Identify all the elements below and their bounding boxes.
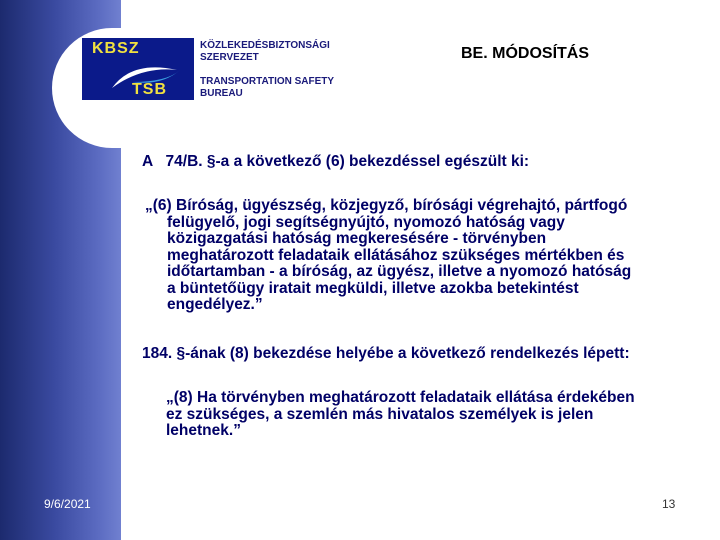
- logo-kbsz: KBSZ: [92, 40, 140, 57]
- org-line: BUREAU: [200, 88, 243, 99]
- paragraph-1: A 74/B. §-a a következő (6) bekezdéssel egészült ki:: [142, 153, 530, 170]
- org-line: KÖZLEKEDÉSBIZTONSÁGI: [200, 40, 330, 51]
- quote-line: a büntetőügy iratait megküldi, illetve azokba betekintést: [167, 279, 579, 297]
- quote-line: „(8) Ha törvényben meghatározott feladataik ellátása érdekében: [166, 389, 635, 406]
- quote-2: [166, 390, 635, 440]
- logo-tsb: TSB: [132, 81, 167, 98]
- footer-date: 9/6/2021: [44, 497, 91, 511]
- quote-line: „(6) Bíróság, ügyészség, közjegyző, bírósági végrehajtó, pártfogó: [145, 197, 628, 214]
- kbsz-tsb-logo: [82, 38, 194, 100]
- quote-line: időtartamban - a bíróság, az ügyész, illetve a nyomozó hatóság: [167, 263, 632, 280]
- quote-line: ez szükséges, a szemlén más hivatalos személyek is jelen: [166, 405, 594, 423]
- quote-line: közigazgatási hatóság megkeresésére - törvényben: [167, 230, 547, 247]
- org-line: TRANSPORTATION SAFETY: [200, 76, 335, 87]
- paragraph-2: 184. §-ának (8) bekezdése helyébe a következő rendelkezés lépett:: [142, 345, 630, 362]
- org-name-en: [200, 76, 334, 100]
- quote-line: engedélyez.”: [167, 296, 263, 313]
- quote-line: felügyelő, jogi segítségnyújtó, nyomozó hatóság vagy: [167, 213, 565, 231]
- slide-title: BE. MÓDOSÍTÁS: [461, 45, 590, 62]
- org-name-hu: [200, 40, 330, 64]
- org-line: SZERVEZET: [200, 52, 259, 63]
- quote-line: lehetnek.”: [166, 422, 241, 439]
- quote-1: [145, 198, 631, 314]
- quote-line: meghatározott feladataik ellátásához szükséges mértékben és: [167, 246, 625, 264]
- page-number: 13: [662, 497, 676, 511]
